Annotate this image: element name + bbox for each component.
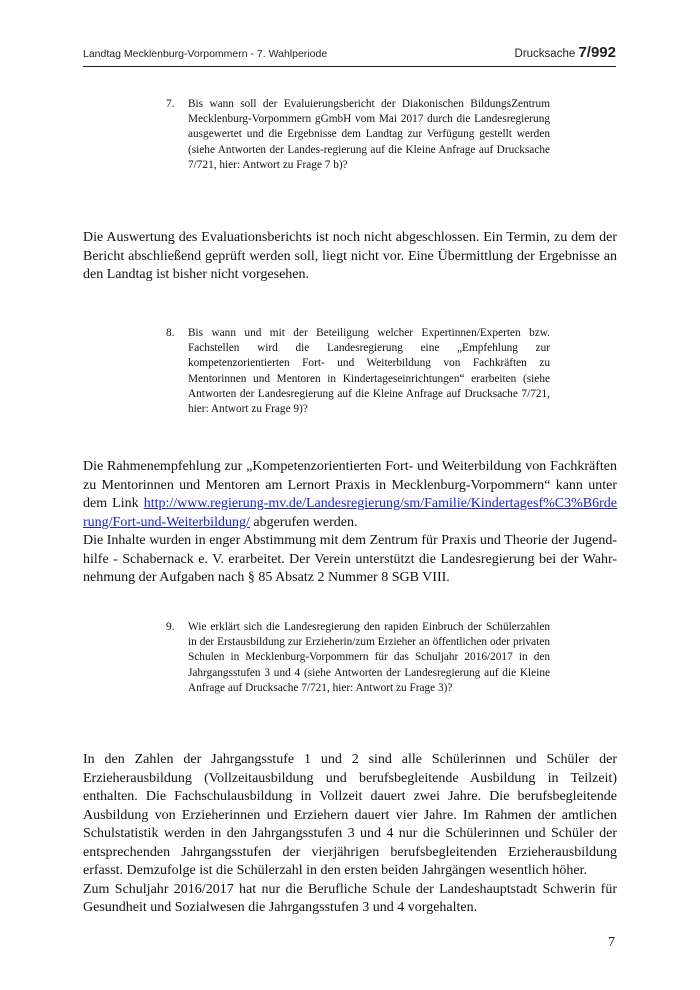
question-7-text: Bis wann soll der Evaluierungsbericht der Diakonischen BildungsZentrum Mecklenburg-Vorpommern gGmbH vom Mai 2017 durch die Landesregierung ausgewertet und die Ergebnisse dem Landtag zur Verfügung gestellt werden (siehe Antworten der Landes-regierung auf die Kleine Anfrage auf Drucksache 7/721, hier: Antwort zu Frage 7 b)?	[188, 98, 550, 171]
regierung-mv-link[interactable]: http://www.regierung-mv.de/Landesregierung/sm/Familie/Kindertagesf%C3%B6rderung/Fort-und-Weiterbildung/	[83, 496, 617, 530]
answer-9-paragraph-2: Zum Schuljahr 2016/2017 hat nur die Berufliche Schule der Landeshauptstadt Schwerin für Gesundheit und Sozialwesen die Jahrgangsstufen 3 und 4 vorgehalten.	[83, 881, 617, 915]
answer-7	[83, 229, 617, 285]
answer-8-text-after-link: abgerufen werden.	[253, 514, 358, 530]
header-document-id: 7/992	[578, 44, 616, 61]
header-parliament-title: Landtag Mecklenburg-Vorpommern - 7. Wahlperiode	[83, 48, 328, 60]
question-7-number: 7.	[166, 98, 175, 110]
header-document-number	[515, 44, 616, 61]
answer-7-text: Die Auswertung des Evaluationsberichts ist noch nicht abgeschlossen. Ein Termin, zu dem der Bericht abschließend geprüft werden soll, liegt nicht vor. Eine Übermittlung der Ergebnisse an den Landtag ist bisher nicht vorgesehen.	[83, 230, 617, 282]
question-9-number: 9.	[166, 621, 175, 633]
question-7	[166, 97, 550, 173]
question-8-text: Bis wann und mit der Beteiligung welcher Expertinnen/Experten bzw. Fachstellen wird die Landesregierung eine „Empfehlung zur kompetenzorientierten Fort- und Weiterbildung von Fachkräften zu Mentorinnen und Mentoren in Kindertageseinrichtungen“ erarbeiten (siehe Antworten der Landesregierung auf die Kleine Anfrage auf Drucksache 7/721, hier: Antwort zu Frage 9)?	[188, 327, 550, 416]
answer-9-paragraph-1: In den Zahlen der Jahrgangsstufe 1 und 2 sind alle Schülerinnen und Schüler der Erzieherausbildung (Vollzeitausbildung und berufsbegleitende Ausbildung in Teilzeit) enthalten. Die Fachschulausbildung in Vollzeit dauert zwei Jahre. Die berufsbegleitende Ausbildung von Erzieherinnen und Erziehern dauert vier Jahre. Im Rahmen der amtlichen Schulstatistik werden in den Jahrgangsstufen 3 und 4 nur die Schülerinnen und Schüler der entsprechenden Jahrgangsstufen der vierjährigen berufsbegleitenden Erzieherausbildung erfasst. Demzufolge ist die Schülerzahl in den ersten beiden Jahrgängen wesentlich höher.	[83, 752, 617, 878]
header-document-label: Drucksache	[514, 48, 576, 60]
answer-8	[83, 458, 617, 588]
question-8-number: 8.	[166, 327, 175, 339]
question-9-text: Wie erklärt sich die Landesregierung den rapiden Einbruch der Schülerzahlen in der Erstausbildung zur Erzieherin/zum Erzieher an öffentlichen oder privaten Schulen in Mecklenburg-Vorpommern für das Schuljahr 2016/2017 in den Jahrgangsstufen 3 und 4 (siehe Antworten der Landesregierung auf die Kleine Anfrage auf Drucksache 7/721, hier: Antwort zu Frage 3)?	[188, 621, 550, 694]
page-number: 7	[608, 935, 615, 950]
answer-8-paragraph-1	[83, 458, 617, 532]
question-9	[166, 620, 550, 696]
page-header	[83, 44, 616, 67]
answer-9	[83, 751, 617, 918]
answer-8-text-before-link: Die Rahmenempfehlung zur „Kompetenzorientierten Fort- und Weiterbildung von Fachkräften zu Mentorinnen und Mentoren am Lernort Praxis in Mecklenburg-Vorpommern“ kann unter dem Link	[83, 459, 617, 511]
answer-8-paragraph-2: Die Inhalte wurden in enger Abstimmung mit dem Zentrum für Praxis und Theorie der Jugend-hilfe - Schabernack e. V. erarbeitet. Der Verein unterstützt die Landesregierung bei der Wahr-nehmung der Aufgaben nach § 85 Absatz 2 Nummer 8 SGB VIII.	[83, 533, 617, 585]
question-8	[166, 326, 550, 417]
